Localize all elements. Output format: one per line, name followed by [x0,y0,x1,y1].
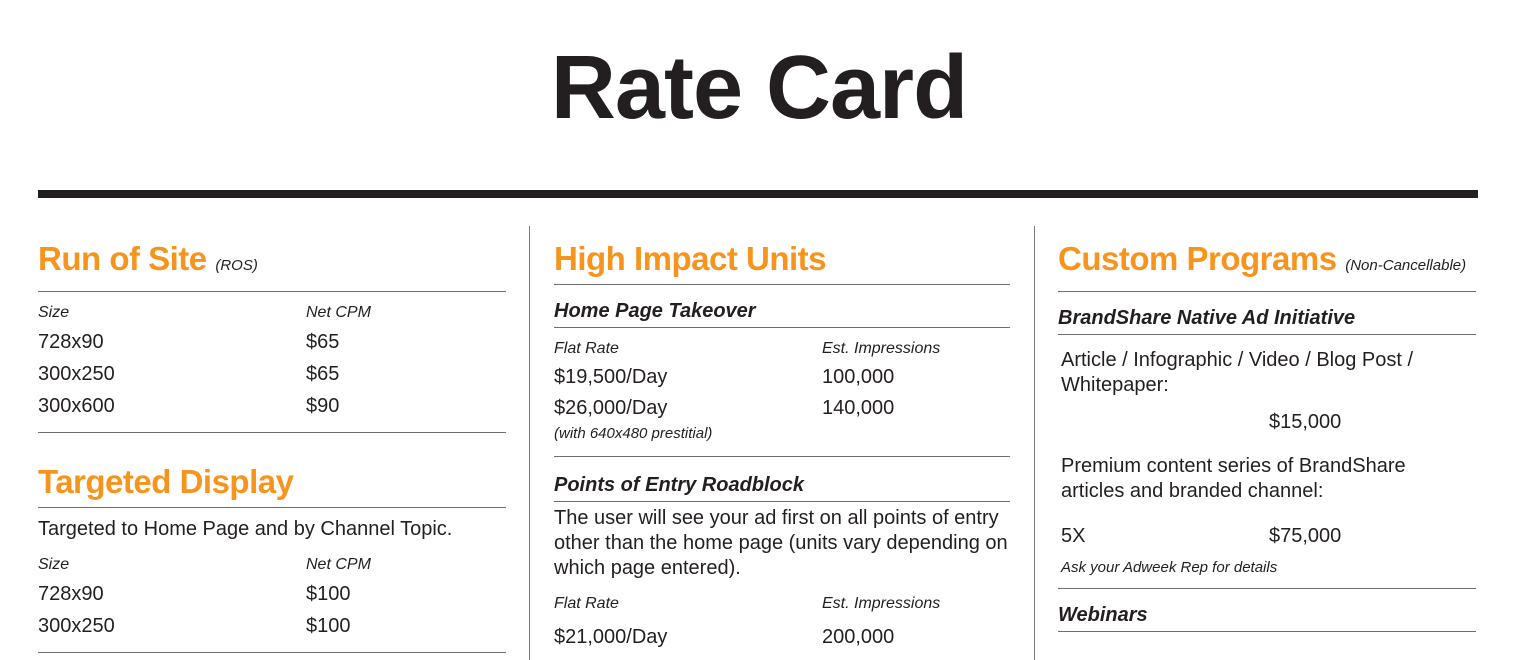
ros-section-title [38,236,506,289]
roadblock-rule [554,501,1010,502]
takeover-end-rule [554,456,1010,457]
ros-size: 300x250 [38,363,115,385]
targeted-header-size: Size [38,556,70,573]
brandshare-price-row [1058,406,1476,438]
page-title: Rate Card [550,38,968,138]
brandshare-end-rule [1058,588,1476,589]
targeted-header-cpm: Net CPM [306,556,371,573]
targeted-row [38,578,506,610]
targeted-header-row [38,552,506,578]
roadblock-description: The user will see your ad first on all points of entry other than the home page (units vary depending on which page entered). [554,507,1008,579]
ros-size: 728x90 [38,331,104,353]
roadblock-title: Points of Entry Roadblock [554,474,805,496]
ros-row [38,358,506,390]
column-high-impact [554,236,1010,653]
column-ros-targeted [38,236,506,653]
brandshare-types: Article / Infographic / Video / Blog Post / Whitepaper: [1061,349,1414,396]
custom-title: Custom Programs [1058,240,1337,277]
custom-rule [1058,291,1476,292]
targeted-size: 728x90 [38,583,104,605]
takeover-rule [554,327,1010,328]
brandshare-series-row [1058,520,1476,552]
targeted-cpm: $100 [306,583,351,605]
roadblock-header-row [554,591,1010,617]
takeover-note: (with 640x480 prestitial) [554,425,713,442]
targeted-rule [38,507,506,508]
ros-header-cpm: Net CPM [306,304,371,321]
ros-cpm: $65 [306,331,340,353]
webinars-rule [1058,631,1476,632]
column-divider-1 [529,226,530,660]
brandshare-series-price: $75,000 [1269,525,1342,547]
custom-section-title [1058,236,1476,289]
targeted-description: Targeted to Home Page and by Channel Topic. [38,518,453,540]
takeover-header-row [554,336,1010,362]
ros-cpm: $90 [306,395,340,417]
takeover-header-impressions: Est. Impressions [822,340,941,357]
webinars-title: Webinars [1058,604,1148,626]
high-impact-title: High Impact Units [554,240,827,277]
ros-end-rule [38,432,506,433]
ros-title: Run of Site [38,240,207,277]
roadblock-header-impressions: Est. Impressions [822,595,941,612]
takeover-title: Home Page Takeover [554,300,756,322]
ros-note: (ROS) [215,257,258,274]
roadblock-impressions: 200,000 [822,626,895,648]
roadblock-row [554,621,1010,653]
ros-row [38,390,506,422]
title-divider [38,190,1478,198]
ros-rule [38,291,506,292]
brandshare-premium: Premium content series of BrandShare articles and branded channel: [1061,455,1406,502]
high-impact-rule [554,284,1010,285]
brandshare-title: BrandShare Native Ad Initiative [1058,307,1356,329]
brandshare-rep-note: Ask your Adweek Rep for details [1061,559,1278,576]
takeover-header-rate: Flat Rate [554,340,619,357]
column-custom-programs [1058,236,1476,632]
takeover-row [554,362,1010,393]
targeted-end-rule [38,652,506,653]
ros-row [38,326,506,358]
roadblock-header-rate: Flat Rate [554,595,619,612]
custom-note: (Non-Cancellable) [1345,257,1467,274]
targeted-title: Targeted Display [38,463,294,500]
column-divider-2 [1034,226,1035,660]
targeted-cpm: $100 [306,615,351,637]
takeover-rate: $26,000/Day [554,397,668,419]
ros-size: 300x600 [38,395,115,417]
targeted-size: 300x250 [38,615,115,637]
takeover-rate: $19,500/Day [554,366,668,388]
ros-header-size: Size [38,304,70,321]
brandshare-series-qty: 5X [1061,525,1086,547]
takeover-impressions: 140,000 [822,397,895,419]
takeover-row [554,393,1010,424]
brandshare-rule [1058,334,1476,335]
brandshare-price: $15,000 [1269,411,1342,433]
ros-cpm: $65 [306,363,340,385]
takeover-impressions: 100,000 [822,366,895,388]
targeted-row [38,610,506,642]
ros-header-row [38,300,506,326]
roadblock-rate: $21,000/Day [554,626,668,648]
